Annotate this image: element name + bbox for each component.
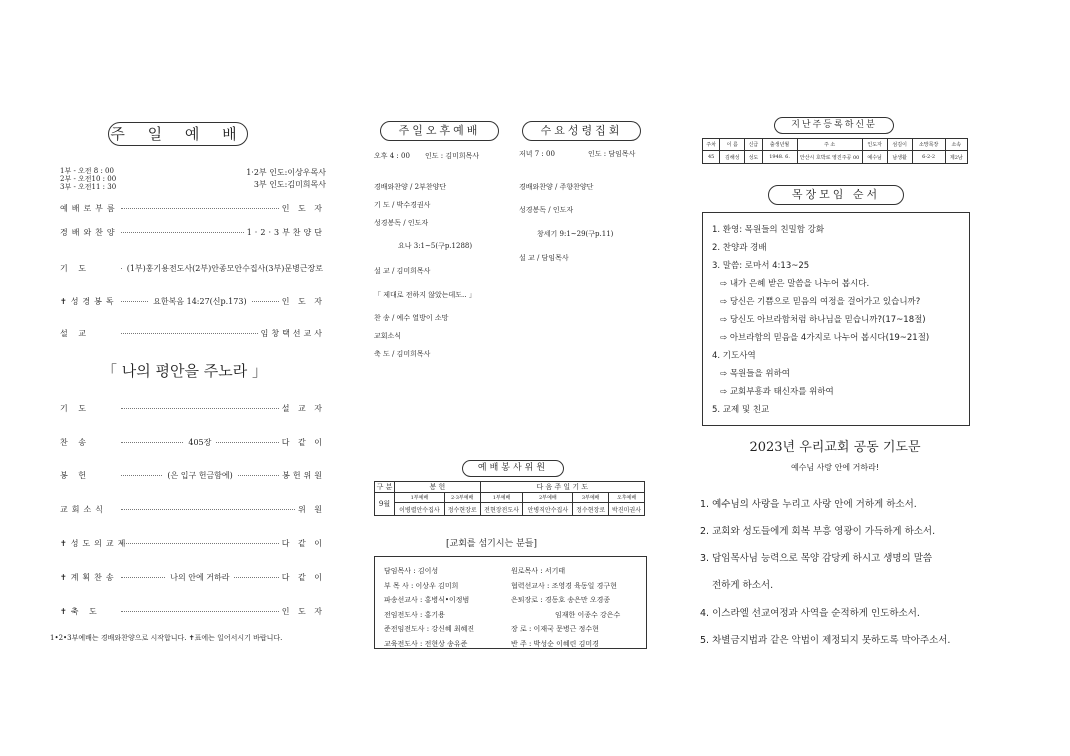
- order-row: [60, 571, 325, 583]
- dot-leader: [121, 577, 165, 578]
- service-committee-title: 예배봉사위원: [462, 460, 564, 477]
- order-person: 다 같 이: [281, 572, 325, 582]
- dot-leader: [121, 611, 279, 612]
- dot-leader: [252, 301, 279, 302]
- newcomer-header: 신급: [745, 139, 762, 151]
- order-label: 예배로부름: [60, 203, 119, 213]
- prayer-item: 4. 이스라엘 선교여정과 사역을 순적하게 인도하소서.: [700, 608, 920, 619]
- order-detail: (1부)홍기용전도사(2부)안종모안수집사(3부)문병근장로: [126, 263, 323, 273]
- service-time: 3부 - 오전11 : 30: [60, 183, 117, 191]
- afternoon-item: 교회소식: [374, 332, 402, 340]
- newcomer-cell: 제2남: [945, 151, 967, 164]
- dot-leader: [121, 408, 279, 409]
- afternoon-item: 「 제대로 전하지 않았는데도.. 」: [374, 291, 476, 299]
- order-row: [60, 605, 325, 617]
- newcomer-cell: 김해성: [720, 151, 745, 164]
- afternoon-item: 축 도 / 김미희목사: [374, 350, 431, 358]
- order-row: [60, 402, 325, 414]
- newcomer-cell: 안산시 호박로 영진주공 00: [797, 151, 862, 164]
- order-label: ✝성경봉독: [60, 296, 118, 306]
- order-person: 인 도 자: [281, 296, 326, 306]
- newcomer-cell: 남생활: [887, 151, 912, 164]
- servant-line: 장 로 : 이재국 문병근 정수현: [511, 625, 599, 633]
- servants-title: [교회를 섬기시는 분들]: [446, 539, 537, 549]
- sub-header: 1부예배: [395, 493, 445, 503]
- month-cell: 9월: [375, 493, 395, 516]
- servant-line: 준전임전도사 : 강신혜 최혜진: [384, 625, 475, 633]
- committee-cell: 정수현장로: [444, 503, 480, 516]
- mokjang-item: ⇨ 당신도 아브라함처럼 하나님을 믿습니까?(17~18절): [720, 315, 926, 325]
- afternoon-item: 경배와찬양 / 2부찬양단: [374, 183, 447, 191]
- sermon-title: 「 나의 평안을 주노라 」: [102, 362, 267, 380]
- mokjang-item: ⇨ 목원들을 위하여: [720, 369, 791, 379]
- afternoon-item: 설 교 / 김미희목사: [374, 267, 431, 275]
- newcomer-header: 섬김이: [887, 139, 912, 151]
- dot-leader: [238, 475, 279, 476]
- newcomer-cell: 6-2-2: [912, 151, 945, 164]
- newcomer-header: 이 름: [720, 139, 745, 151]
- prayer-item: 5. 차별금지법과 같은 악법이 제정되지 못하도록 막아주소서.: [700, 635, 951, 646]
- newcomer-cell: 45: [703, 151, 720, 164]
- order-label: 설 교: [60, 328, 90, 338]
- prayer-item: 3. 담임목사님 능력으로 목양 감당케 하시고 생명의 말씀: [700, 553, 933, 564]
- order-row: [60, 327, 325, 339]
- servant-line: 협력선교사 : 조영경 육동일 경구현: [511, 581, 617, 590]
- afternoon-item: 요나 3:1~5(구p.1288): [398, 242, 473, 250]
- sub-header: 2·3부예배: [444, 493, 480, 503]
- sub-header: 2부예배: [523, 493, 573, 503]
- dot-leader: [121, 543, 279, 544]
- prayer-item: 전하게 하소서.: [712, 580, 774, 591]
- dot-leader: [121, 232, 244, 233]
- wednesday-time: 저녁 7 : 00: [519, 150, 555, 158]
- newcomer-header: 출생년월: [762, 139, 797, 151]
- order-label: 찬 송: [60, 437, 90, 447]
- committee-cell: 정수현장로: [573, 503, 609, 516]
- dot-leader: [121, 333, 258, 334]
- order-row: [60, 226, 325, 238]
- order-label: ✝계획찬송: [60, 572, 118, 582]
- sunday-service-title: 주 일 예 배: [108, 122, 248, 146]
- wednesday-service-title: 수요성령집회: [522, 121, 641, 141]
- servant-line: 교육전도사 : 전현상 송유준: [384, 639, 468, 648]
- order-person: 다 같 이: [281, 437, 325, 447]
- servants-left: [384, 564, 474, 651]
- prayer-subtitle: 예수님 사랑 안에 거하라!: [790, 463, 880, 472]
- order-row: [60, 503, 325, 515]
- servant-line: 임재한 이종수 강은수: [555, 610, 621, 619]
- sub-header: 3부예배: [573, 493, 609, 503]
- order-label: 경배와찬양: [60, 227, 119, 237]
- order-person: 다 같 이: [281, 538, 325, 548]
- order-person: 봉헌위원: [282, 470, 326, 480]
- order-label: 기 도: [60, 263, 90, 273]
- order-person: 위 원: [298, 504, 325, 514]
- sunday-footnote: 1•2•3부예배는 경배와찬양으로 시작합니다. ✝표에는 일어서시기 바랍니다.: [50, 634, 283, 642]
- servant-line: 원로목사 : 서기태: [511, 567, 566, 575]
- wednesday-item: 경배와찬양 / 주향찬양단: [519, 183, 594, 191]
- mokjang-item: ⇨ 교회부흥과 태신자를 위하여: [720, 387, 834, 397]
- newcomer-table: [702, 138, 968, 164]
- committee-cell: 이병렬안수집사: [395, 503, 445, 516]
- sub-header: 1부예배: [480, 493, 523, 503]
- header-gubun: 구 분: [375, 482, 395, 493]
- prayer-item: 2. 교회와 성도들에게 회복 부흥 영광이 가득하게 하소서.: [700, 526, 936, 537]
- afternoon-time: 오후 4 : 00: [374, 152, 410, 160]
- order-row: [60, 537, 325, 549]
- order-detail: (은 입구 헌금함에): [167, 470, 233, 480]
- service-times: [60, 167, 116, 191]
- wednesday-leader: 인도 : 담임목사: [588, 150, 636, 158]
- order-person: 설 교 자: [281, 403, 325, 413]
- service-leader: 1·2부 인도:이상우목사: [246, 168, 326, 177]
- wednesday-item: 설 교 / 담임목사: [519, 254, 569, 262]
- afternoon-leader: 인도 : 김미희목사: [425, 152, 480, 160]
- newcomer-header: 주 소: [797, 139, 862, 151]
- prayer-item: 1. 예수님의 사랑을 누리고 사랑 안에 거하게 하소서.: [700, 499, 917, 510]
- servant-line: 부 목 사 : 이상우 김미희: [384, 581, 459, 590]
- order-detail: 나의 안에 거하라: [170, 572, 230, 582]
- afternoon-item: 성경봉독 / 인도자: [374, 219, 429, 227]
- service-committee-table: [374, 481, 645, 516]
- order-row: [60, 295, 325, 307]
- mokjang-item: 3. 말씀: 로마서 4:13~25: [712, 261, 810, 271]
- header-bonghun: 봉 헌: [395, 482, 481, 493]
- committee-cell: 안병직안수집사: [523, 503, 573, 516]
- newcomer-header: 인도자: [862, 139, 887, 151]
- dot-leader: [121, 268, 122, 269]
- order-person: 1·2·3부찬양단: [246, 227, 325, 237]
- order-row: [60, 469, 325, 481]
- order-detail: 요한복음 14:27(신p.173): [153, 296, 247, 306]
- wednesday-item: 창세기 9:1~29(구p.11): [537, 230, 614, 238]
- order-person: 임창택선교사: [260, 328, 325, 338]
- mokjang-item: 5. 교제 및 친교: [712, 405, 770, 415]
- mokjang-item: 4. 기도사역: [712, 351, 756, 361]
- mokjang-item: ⇨ 당신은 기쁨으로 믿음의 여정을 걸어가고 있습니까?: [720, 297, 921, 307]
- committee-cell: 박진미권사: [609, 503, 645, 516]
- header-next-prayer: 다 음 주 일 기 도: [480, 482, 644, 493]
- newcomer-cell: 예수님: [862, 151, 887, 164]
- newcomer-header: 소망목장: [912, 139, 945, 151]
- servant-line: 파송선교사 : 홍병식•이정범: [384, 596, 470, 604]
- newcomer-cell: 1948. 6.: [762, 151, 797, 164]
- mokjang-item: 2. 찬양과 경배: [712, 243, 767, 253]
- service-time: 2부 - 오전10 : 00: [60, 175, 117, 183]
- mokjang-title: 목장모임 순서: [768, 185, 904, 205]
- afternoon-item: 기 도 / 박수경권사: [374, 201, 431, 209]
- dot-leader: [121, 301, 148, 302]
- mokjang-item: ⇨ 아브라함의 믿음을 4가지로 나누어 봅시다(19~21절): [720, 333, 930, 343]
- mokjang-item: 1. 환영: 목원들의 친밀함 강화: [712, 225, 825, 235]
- dot-leader: [121, 475, 162, 476]
- servant-line: 전임전도사 : 홍기용: [384, 610, 445, 619]
- dot-leader: [121, 442, 183, 443]
- newcomer-title: 지난주등록하신분: [774, 117, 894, 134]
- order-label: 교회소식: [60, 504, 107, 514]
- dot-leader: [121, 509, 295, 510]
- mokjang-item: ⇨ 내가 은혜 받은 말씀을 나누어 봅시다.: [720, 279, 870, 289]
- service-leaders: [240, 167, 326, 191]
- servant-line: 반 주 : 박성순 이혜린 김미경: [511, 639, 599, 648]
- dot-leader: [216, 442, 278, 443]
- service-time: 1부 - 오전 8 : 00: [60, 167, 114, 175]
- prayer-title: 2023년 우리교회 공동 기도문: [749, 440, 921, 455]
- servant-line: 담임목사 : 김이성: [384, 567, 439, 575]
- order-label: ✝성도의교제: [60, 538, 130, 548]
- newcomer-header: 주차: [703, 139, 720, 151]
- order-label: 봉 헌: [60, 470, 90, 480]
- order-row: [60, 436, 325, 448]
- committee-cell: 전현장전도사: [480, 503, 523, 516]
- afternoon-item: 찬 송 / 예수 열방이 소망: [374, 314, 449, 322]
- wednesday-item: 성경봉독 / 인도자: [519, 206, 574, 214]
- order-row: [60, 262, 325, 274]
- afternoon-service-title: 주일오후예배: [380, 121, 499, 141]
- service-leader: 3부 인도:김미희목사: [253, 180, 326, 189]
- dot-leader: [234, 577, 278, 578]
- order-label: ✝축 도: [60, 606, 101, 616]
- newcomer-cell: 성도: [745, 151, 762, 164]
- sub-header: 오후예배: [609, 493, 645, 503]
- order-label: 기 도: [60, 403, 90, 413]
- servant-line: 은퇴장로 : 경동호 송은만 오경종: [511, 596, 611, 604]
- order-person: 인 도 자: [281, 606, 325, 616]
- dot-leader: [121, 208, 279, 209]
- order-person: 인 도 자: [281, 203, 325, 213]
- order-detail: 405장: [188, 437, 212, 447]
- order-row: [60, 202, 325, 214]
- servants-right: [511, 564, 620, 651]
- newcomer-header: 소속: [945, 139, 967, 151]
